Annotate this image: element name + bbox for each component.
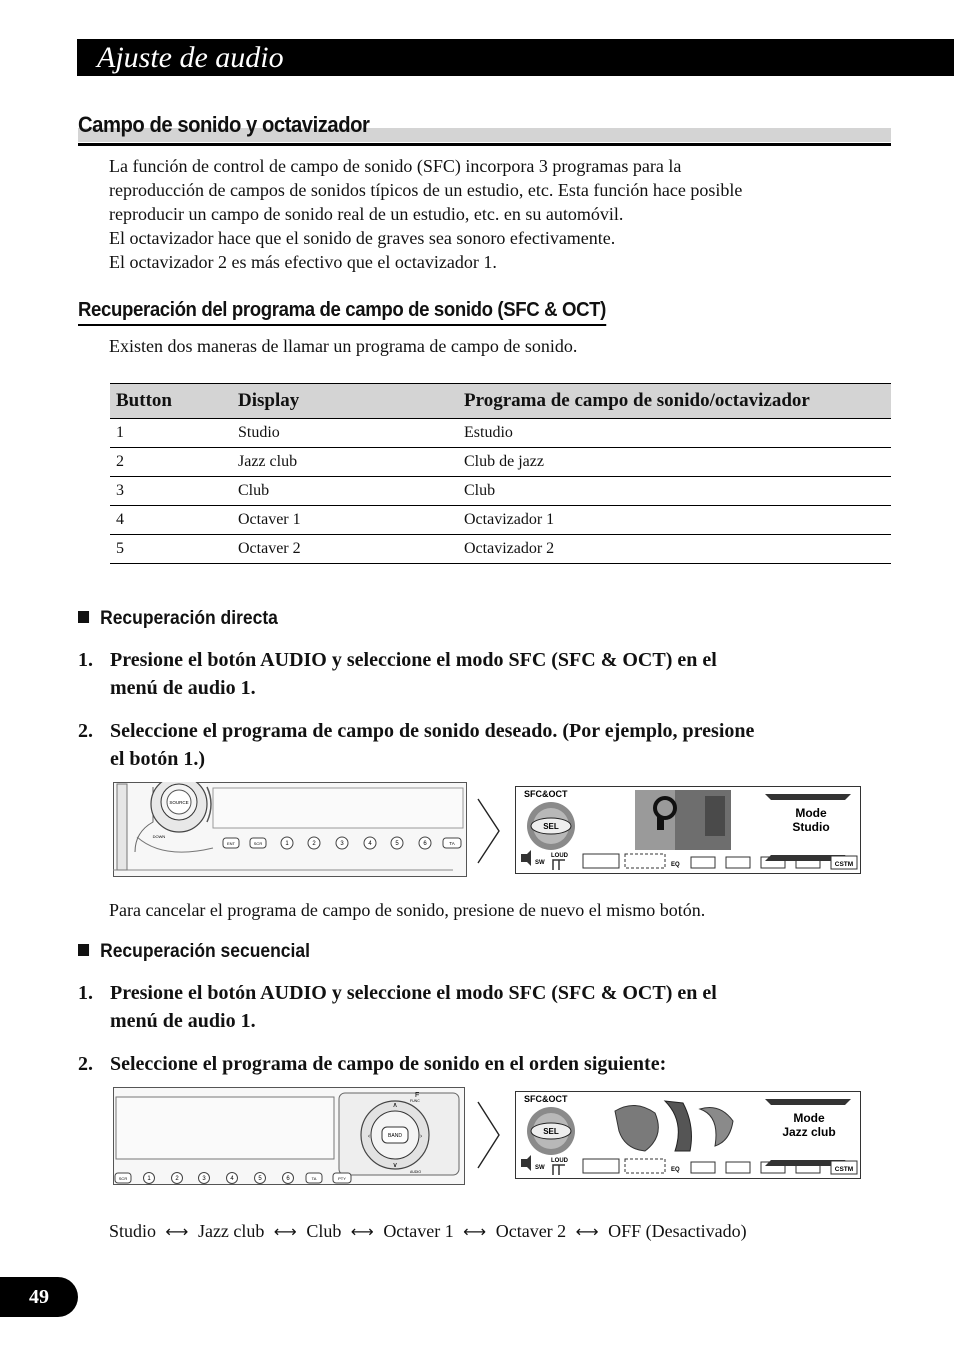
table-cell: Jazz club — [232, 448, 458, 477]
preset-1-label: 1 — [285, 841, 289, 847]
step-text — [110, 979, 870, 1035]
preset-2-label: 2 — [312, 841, 316, 847]
sel-label: SEL — [543, 822, 559, 831]
table-cell: Studio — [232, 419, 458, 448]
step-number: 2. — [78, 1053, 93, 1075]
sequence-item: Octaver 2 — [495, 1221, 567, 1241]
section-intro — [109, 154, 889, 274]
section-title: Campo de sonido y octavizador — [78, 112, 370, 137]
table-cell: 2 — [110, 448, 232, 477]
sfc-oct-label: SFC&OCT — [524, 789, 568, 799]
intro-line: La función de control de campo de sonido (SFC) incorpora 3 programas para la — [109, 156, 682, 176]
table-cell: 1 — [110, 419, 232, 448]
down-label: DOWN — [152, 834, 166, 839]
step-line: Presione el botón AUDIO y seleccione el modo SFC (SFC & OCT) en el — [110, 982, 717, 1004]
func-label: FUNC — [410, 1099, 420, 1103]
preset-6-label: 6 — [423, 841, 427, 847]
ta-key-label: TA — [311, 1176, 317, 1181]
step-line: Presione el botón AUDIO y seleccione el modo SFC (SFC & OCT) en el — [110, 649, 717, 671]
arrow-right-icon — [476, 797, 502, 865]
preset-5-label: 5 — [258, 1176, 262, 1182]
svg-text:›: › — [419, 1132, 423, 1140]
table-cell: 4 — [110, 506, 232, 535]
cstm-label: CSTM — [834, 1166, 854, 1173]
sequential-step-2 — [78, 1050, 868, 1078]
bidirectional-arrow-icon: ⟷ — [463, 1222, 487, 1241]
eq-label: EQ — [671, 862, 680, 868]
program-name: Jazz club — [782, 1125, 836, 1139]
mode-label: Mode — [793, 1111, 825, 1125]
step-text — [110, 1050, 870, 1078]
table-cell: Octavizador 1 — [458, 506, 891, 535]
pty-key-label: PTY — [338, 1176, 346, 1181]
table-cell: Club — [232, 477, 458, 506]
sfc-oct-label: SFC&OCT — [524, 1094, 568, 1104]
sw-label: SW — [535, 1165, 545, 1171]
step-line: el botón 1.) — [110, 748, 205, 770]
table-row — [110, 477, 891, 506]
preset-5-label: 5 — [395, 841, 399, 847]
section-heading — [78, 112, 891, 146]
step-text — [110, 717, 870, 773]
preset-4-label: 4 — [230, 1176, 234, 1182]
page-number: 49 — [0, 1277, 78, 1317]
intro-line: El octavizador hace que el sonido de graves sea sonoro efectivamente. — [109, 228, 616, 248]
table-header: Programa de campo de sonido/octavizador — [458, 384, 891, 419]
direct-recall-title: Recuperación directa — [100, 608, 278, 629]
svg-text:‹: ‹ — [367, 1132, 371, 1140]
table-cell: Club de jazz — [458, 448, 891, 477]
scr-key-label: SCR — [118, 1176, 128, 1181]
step-line: Seleccione el programa de campo de sonido en el orden siguiente: — [110, 1053, 667, 1075]
head-unit-illustration-1 — [113, 782, 467, 877]
program-sequence — [109, 1218, 747, 1245]
step-number: 2. — [78, 720, 93, 742]
mode-label: Mode — [795, 806, 827, 820]
square-bullet-icon — [78, 944, 89, 956]
svg-text:∨: ∨ — [392, 1161, 398, 1169]
lcd-display-studio — [515, 786, 861, 874]
table-cell: Octavizador 2 — [458, 535, 891, 564]
table-header-row — [110, 384, 891, 419]
step-line: menú de audio 1. — [110, 677, 256, 699]
header-bar — [77, 39, 954, 76]
sel-label: SEL — [543, 1127, 559, 1136]
svg-text:∧: ∧ — [392, 1101, 398, 1109]
square-bullet-icon — [78, 611, 89, 623]
table-cell: 3 — [110, 477, 232, 506]
intro-line: reproducir un campo de sonido real de un estudio, etc. en su automóvil. — [109, 204, 624, 224]
table-header: Display — [232, 384, 458, 419]
preset-1-label: 1 — [147, 1176, 151, 1182]
ent-key-label: ENT — [227, 841, 235, 846]
preset-3-label: 3 — [202, 1176, 206, 1182]
direct-step-2 — [78, 717, 868, 773]
table-cell: Estudio — [458, 419, 891, 448]
loud-label: LOUD — [551, 1158, 568, 1164]
table-row — [110, 506, 891, 535]
loud-label: LOUD — [551, 853, 568, 859]
lcd-display-jazz-club — [515, 1091, 861, 1179]
direct-recall-heading — [78, 608, 278, 630]
cancel-note: Para cancelar el programa de campo de sonido, presione de nuevo el mismo botón. — [109, 900, 706, 920]
step-line: Seleccione el programa de campo de sonido deseado. (Por ejemplo, presione — [110, 720, 755, 742]
head-unit-illustration-2 — [113, 1087, 465, 1185]
sequential-recall-heading — [78, 941, 310, 963]
bidirectional-arrow-icon: ⟷ — [350, 1222, 374, 1241]
subsection-intro: Existen dos maneras de llamar un programa de campo de sonido. — [109, 336, 578, 356]
table-cell: Octaver 2 — [232, 535, 458, 564]
preset-6-label: 6 — [286, 1176, 290, 1182]
program-table — [110, 383, 891, 564]
sequence-item: Octaver 1 — [383, 1221, 454, 1241]
table-row — [110, 535, 891, 564]
bidirectional-arrow-icon: ⟷ — [575, 1222, 599, 1241]
page-header-title: Ajuste de audio — [97, 41, 284, 74]
eq-label: EQ — [671, 1167, 680, 1173]
table-cell: 5 — [110, 535, 232, 564]
sequence-item: Jazz club — [197, 1221, 265, 1241]
subsection-title: Recuperación del programa de campo de sonido (SFC & OCT) — [78, 299, 606, 326]
cstm-label: CSTM — [834, 861, 854, 868]
sequence-item: Studio — [109, 1221, 157, 1241]
table-row — [110, 448, 891, 477]
step-line: menú de audio 1. — [110, 1010, 256, 1032]
table-cell: Club — [458, 477, 891, 506]
table-row — [110, 419, 891, 448]
audio-label: AUDIO — [410, 1170, 422, 1174]
preset-2-label: 2 — [175, 1176, 179, 1182]
sw-label: SW — [535, 860, 545, 866]
source-label: SOURCE — [169, 800, 189, 805]
arrow-right-icon — [476, 1100, 502, 1170]
func-key-label: F — [415, 1092, 420, 1099]
preset-4-label: 4 — [368, 841, 372, 847]
scr-key-label: SCR — [253, 841, 263, 846]
bidirectional-arrow-icon: ⟷ — [165, 1222, 189, 1241]
heading-rule — [78, 143, 891, 146]
step-number: 1. — [78, 649, 93, 671]
sequential-step-1 — [78, 979, 868, 1035]
sequence-item: OFF (Desactivado) — [608, 1221, 747, 1241]
sequence-item: Club — [306, 1221, 342, 1241]
sequential-recall-title: Recuperación secuencial — [100, 941, 310, 962]
step-text — [110, 646, 870, 702]
step-number: 1. — [78, 982, 93, 1004]
preset-3-label: 3 — [340, 841, 344, 847]
table-header: Button — [110, 384, 232, 419]
bidirectional-arrow-icon: ⟷ — [273, 1222, 297, 1241]
intro-line: El octavizador 2 es más efectivo que el octavizador 1. — [109, 252, 497, 272]
direct-step-1 — [78, 646, 868, 702]
intro-line: reproducción de campos de sonidos típicos de un estudio, etc. Esta función hace posible — [109, 180, 743, 200]
program-name: Studio — [792, 820, 830, 834]
table-cell: Octaver 1 — [232, 506, 458, 535]
ta-key-label: TA — [449, 841, 455, 846]
band-label: BAND — [388, 1133, 402, 1139]
